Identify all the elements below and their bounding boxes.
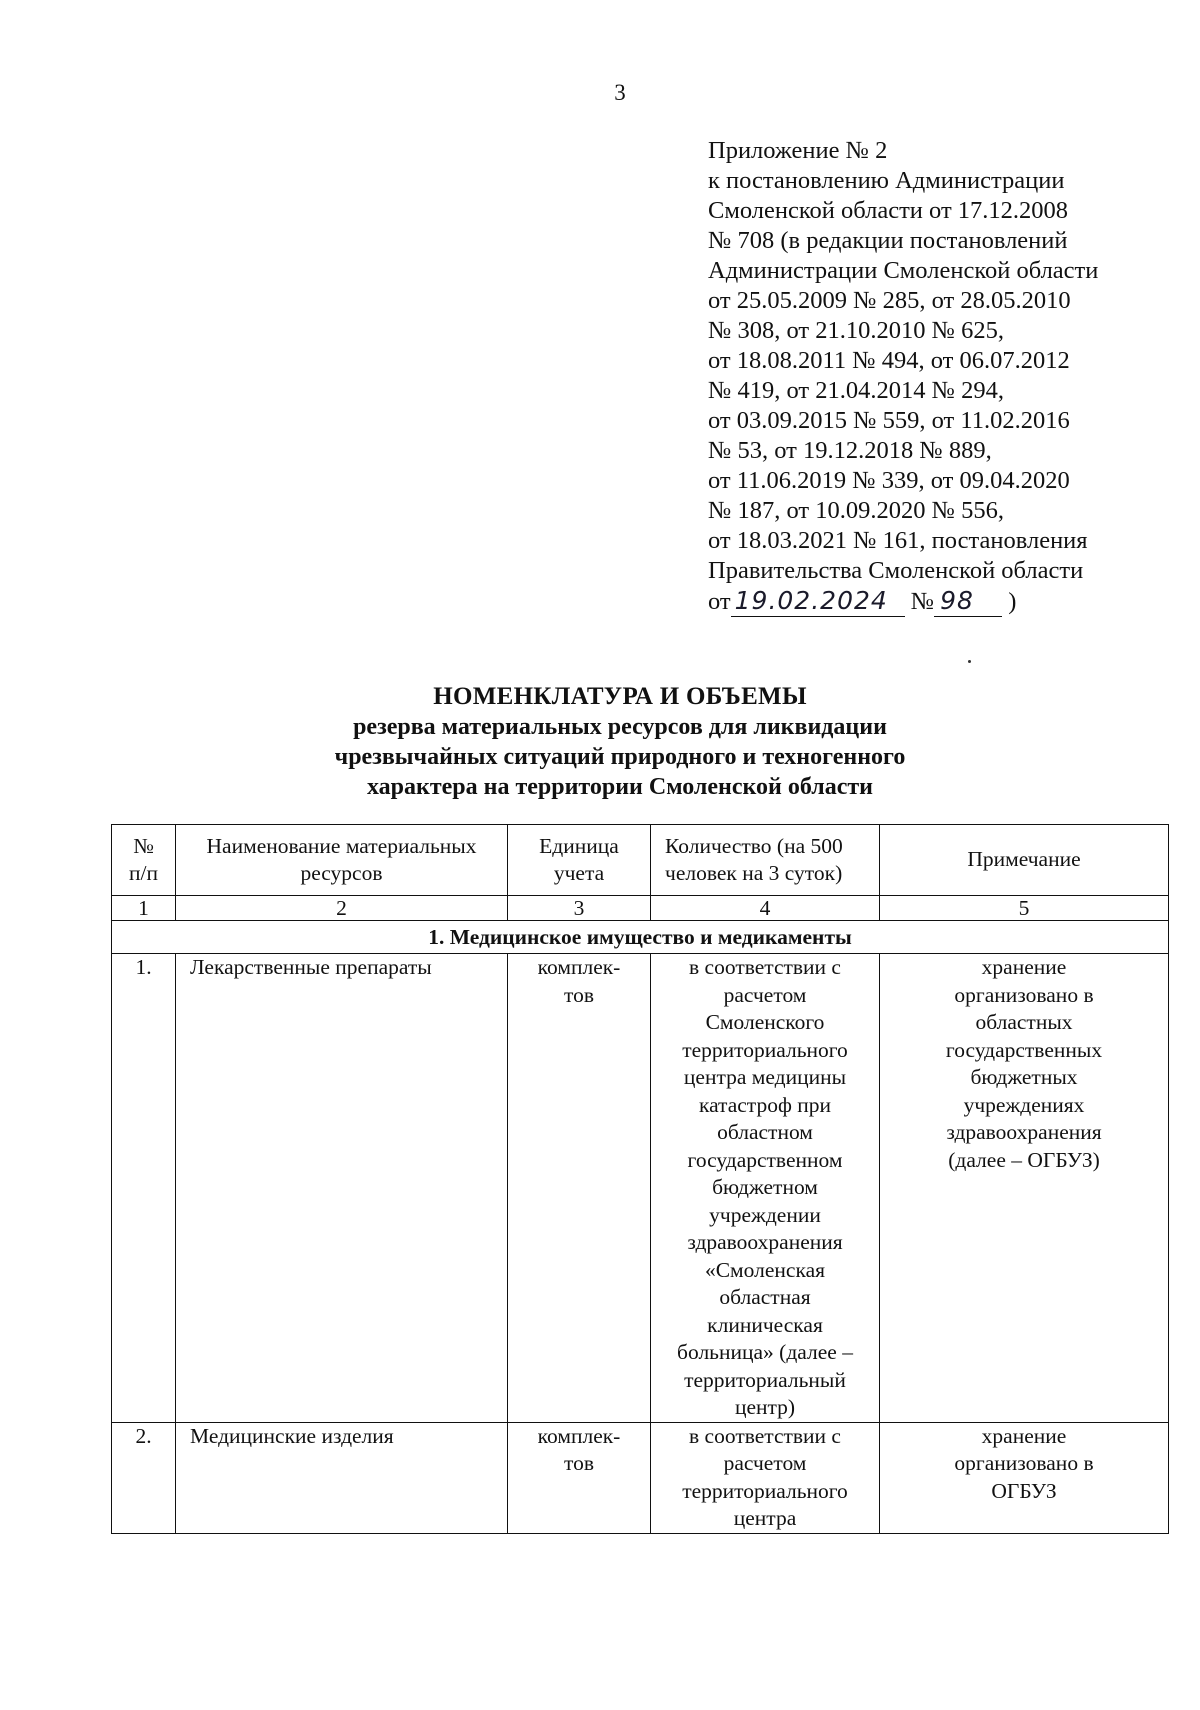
appendix-line: Смоленской области от 17.12.2008: [708, 197, 1069, 224]
header-quantity: Количество (на 500 человек на 3 суток): [651, 825, 880, 896]
title-subline: чрезвычайных ситуаций природного и техногенного: [334, 744, 906, 770]
appendix-line: от 25.05.2009 № 285, от 28.05.2010: [708, 287, 1071, 314]
page-number: 3: [614, 80, 626, 105]
table-row: [112, 954, 1169, 1423]
column-number: 4: [651, 896, 880, 921]
appendix-line: от 18.03.2021 № 161, постановления: [708, 527, 1088, 554]
number-sign: №: [910, 588, 935, 615]
table-row: [112, 1422, 1169, 1533]
closing-paren: ): [1008, 588, 1017, 615]
nomenclature-table: [111, 824, 1169, 1534]
appendix-line: Приложение № 2: [708, 137, 888, 164]
appendix-line: к постановлению Администрации: [708, 167, 1065, 194]
column-number: 1: [112, 896, 176, 921]
header-name: Наименование материальных ресурсов: [176, 825, 508, 896]
appendix-line: № 308, от 21.10.2010 № 625,: [708, 317, 1005, 344]
header-unit: Единица учета: [508, 825, 651, 896]
column-number-row: [112, 896, 1169, 921]
row-num: 1.: [112, 954, 176, 1423]
row-quantity: в соответствии с расчетом территориального центра: [651, 1422, 880, 1533]
date-prefix: от: [708, 588, 731, 615]
row-quantity: в соответствии с расчетом Смоленского территориального центра медицины катастроф при областном государственном бюджетном учреждении здравоохранения «Смоленская областная клиническая больница» (далее – территориальный центр): [651, 954, 880, 1423]
column-number: 2: [176, 896, 508, 921]
title-subline: резерва материальных ресурсов для ликвидации: [353, 714, 887, 740]
row-note: хранение организовано в областных государственных бюджетных учреждениях здравоохранения (далее – ОГБУЗ): [880, 954, 1169, 1423]
table-header-row: [112, 825, 1169, 896]
row-name: Лекарственные препараты: [176, 954, 508, 1423]
appendix-reference: [708, 136, 1178, 617]
document-title: [220, 682, 1020, 802]
appendix-signature-line: [708, 586, 1178, 617]
header-num: № п/п: [112, 825, 176, 896]
stray-dot: [968, 660, 971, 663]
appendix-line: от 03.09.2015 № 559, от 11.02.2016: [708, 407, 1070, 434]
row-unit: комплек- тов: [508, 1422, 651, 1533]
appendix-line: от 18.08.2011 № 494, от 06.07.2012: [708, 347, 1070, 374]
header-note: Примечание: [880, 825, 1169, 896]
appendix-line: № 708 (в редакции постановлений: [708, 227, 1068, 254]
handwritten-number: 98: [934, 586, 1002, 617]
title-main: НОМЕНКЛАТУРА И ОБЪЕМЫ: [433, 683, 807, 710]
appendix-line: от 11.06.2019 № 339, от 09.04.2020: [708, 467, 1070, 494]
handwritten-date: 19.02.2024: [731, 586, 905, 617]
title-subline: характера на территории Смоленской области: [366, 774, 874, 800]
appendix-line: № 53, от 19.12.2018 № 889,: [708, 437, 992, 464]
appendix-line: № 419, от 21.04.2014 № 294,: [708, 377, 1005, 404]
appendix-line: № 187, от 10.09.2020 № 556,: [708, 497, 1005, 524]
row-num: 2.: [112, 1422, 176, 1533]
row-note: хранение организовано в ОГБУЗ: [880, 1422, 1169, 1533]
row-unit: комплек- тов: [508, 954, 651, 1423]
section-title: 1. Медицинское имущество и медикаменты: [112, 921, 1169, 954]
column-number: 3: [508, 896, 651, 921]
appendix-line: Администрации Смоленской области: [708, 257, 1099, 284]
section-row: [112, 921, 1169, 954]
row-name: Медицинские изделия: [176, 1422, 508, 1533]
appendix-line: Правительства Смоленской области: [708, 557, 1084, 584]
column-number: 5: [880, 896, 1169, 921]
